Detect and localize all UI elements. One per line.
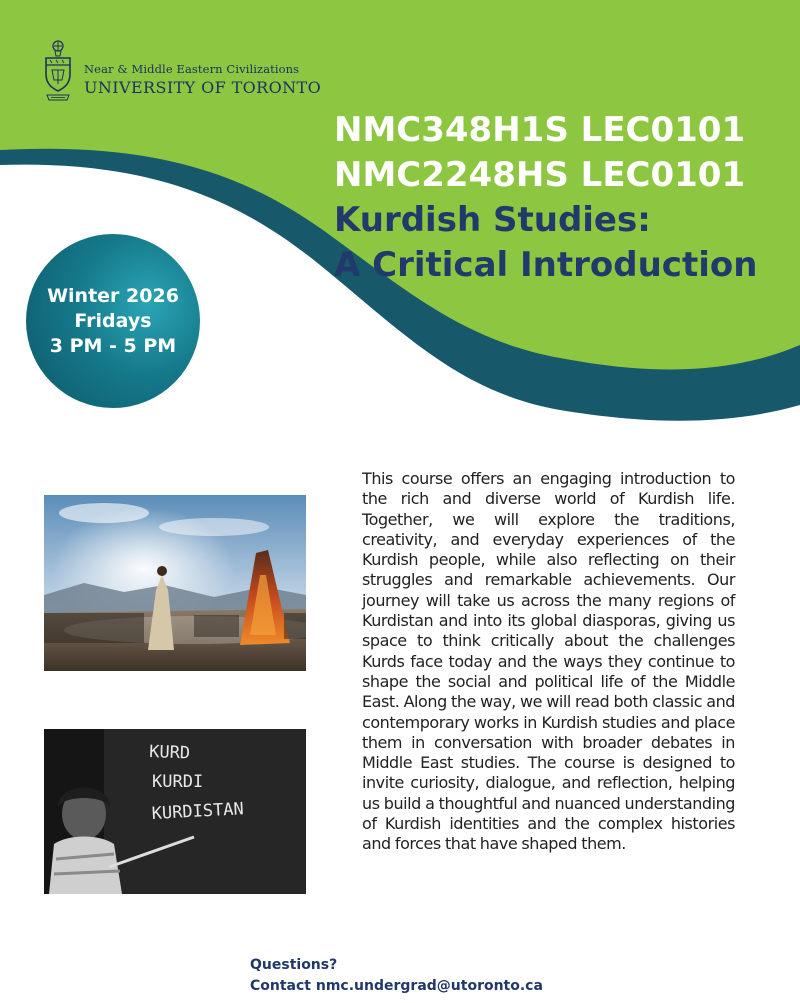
course-description: This course offers an engaging introduction to the rich and diverse world of Kurdish life. Together, we will explore the traditions, creativity, and everyday experiences of the Kurdish people, while also reflecting on their struggles and remarkable achievements. Our journey will take us across the many regions of Kurdistan and into its global diasporas, giving us space to think critically about the challenges Kurds face today and the ways they continue to shape the social and political life of the Middle East. Along the way, we will read both classic and contemporary works in Kurdish studies and place them in conversation with broader debates in Middle East studies. The course is designed to invite curiosity, dialogue, and reflection, helping us build a thoughtful and nuanced understanding of Kurdish identities and the complex histories and forces that have shaped them. <box>362 469 735 854</box>
schedule-day: Fridays <box>74 309 152 332</box>
child-chalkboard-photo <box>44 729 306 894</box>
course-title-line-2: A Critical Introduction <box>334 245 758 285</box>
course-code-grad: NMC2248HS LEC0101 <box>334 155 746 195</box>
university-logo[interactable] <box>42 40 321 110</box>
university-crest-icon <box>42 40 74 110</box>
department-name: Near & Middle Eastern Civilizations <box>84 62 300 76</box>
chalk-word-kurd: KURD <box>148 742 191 764</box>
bonfire-photo-illustration <box>44 495 306 671</box>
chalkboard-photo-illustration <box>44 729 306 894</box>
contact-email-link[interactable]: Contact nmc.undergrad@utoronto.ca <box>250 978 543 994</box>
schedule-term: Winter 2026 <box>47 284 179 307</box>
schedule-badge <box>26 234 200 408</box>
chalk-word-kurdi: KURDI <box>152 772 204 792</box>
bonfire-celebration-photo <box>44 495 306 671</box>
course-heading <box>334 108 794 288</box>
contact-question: Questions? <box>250 957 338 973</box>
contact-block <box>250 955 543 997</box>
university-name: UNIVERSITY OF TORONTO <box>84 78 322 97</box>
course-code-undergrad: NMC348H1S LEC0101 <box>334 110 746 150</box>
course-title-line-1: Kurdish Studies: <box>334 200 651 240</box>
chalk-word-kurdistan: KURDISTAN <box>151 799 245 824</box>
schedule-time: 3 PM - 5 PM <box>49 334 177 357</box>
